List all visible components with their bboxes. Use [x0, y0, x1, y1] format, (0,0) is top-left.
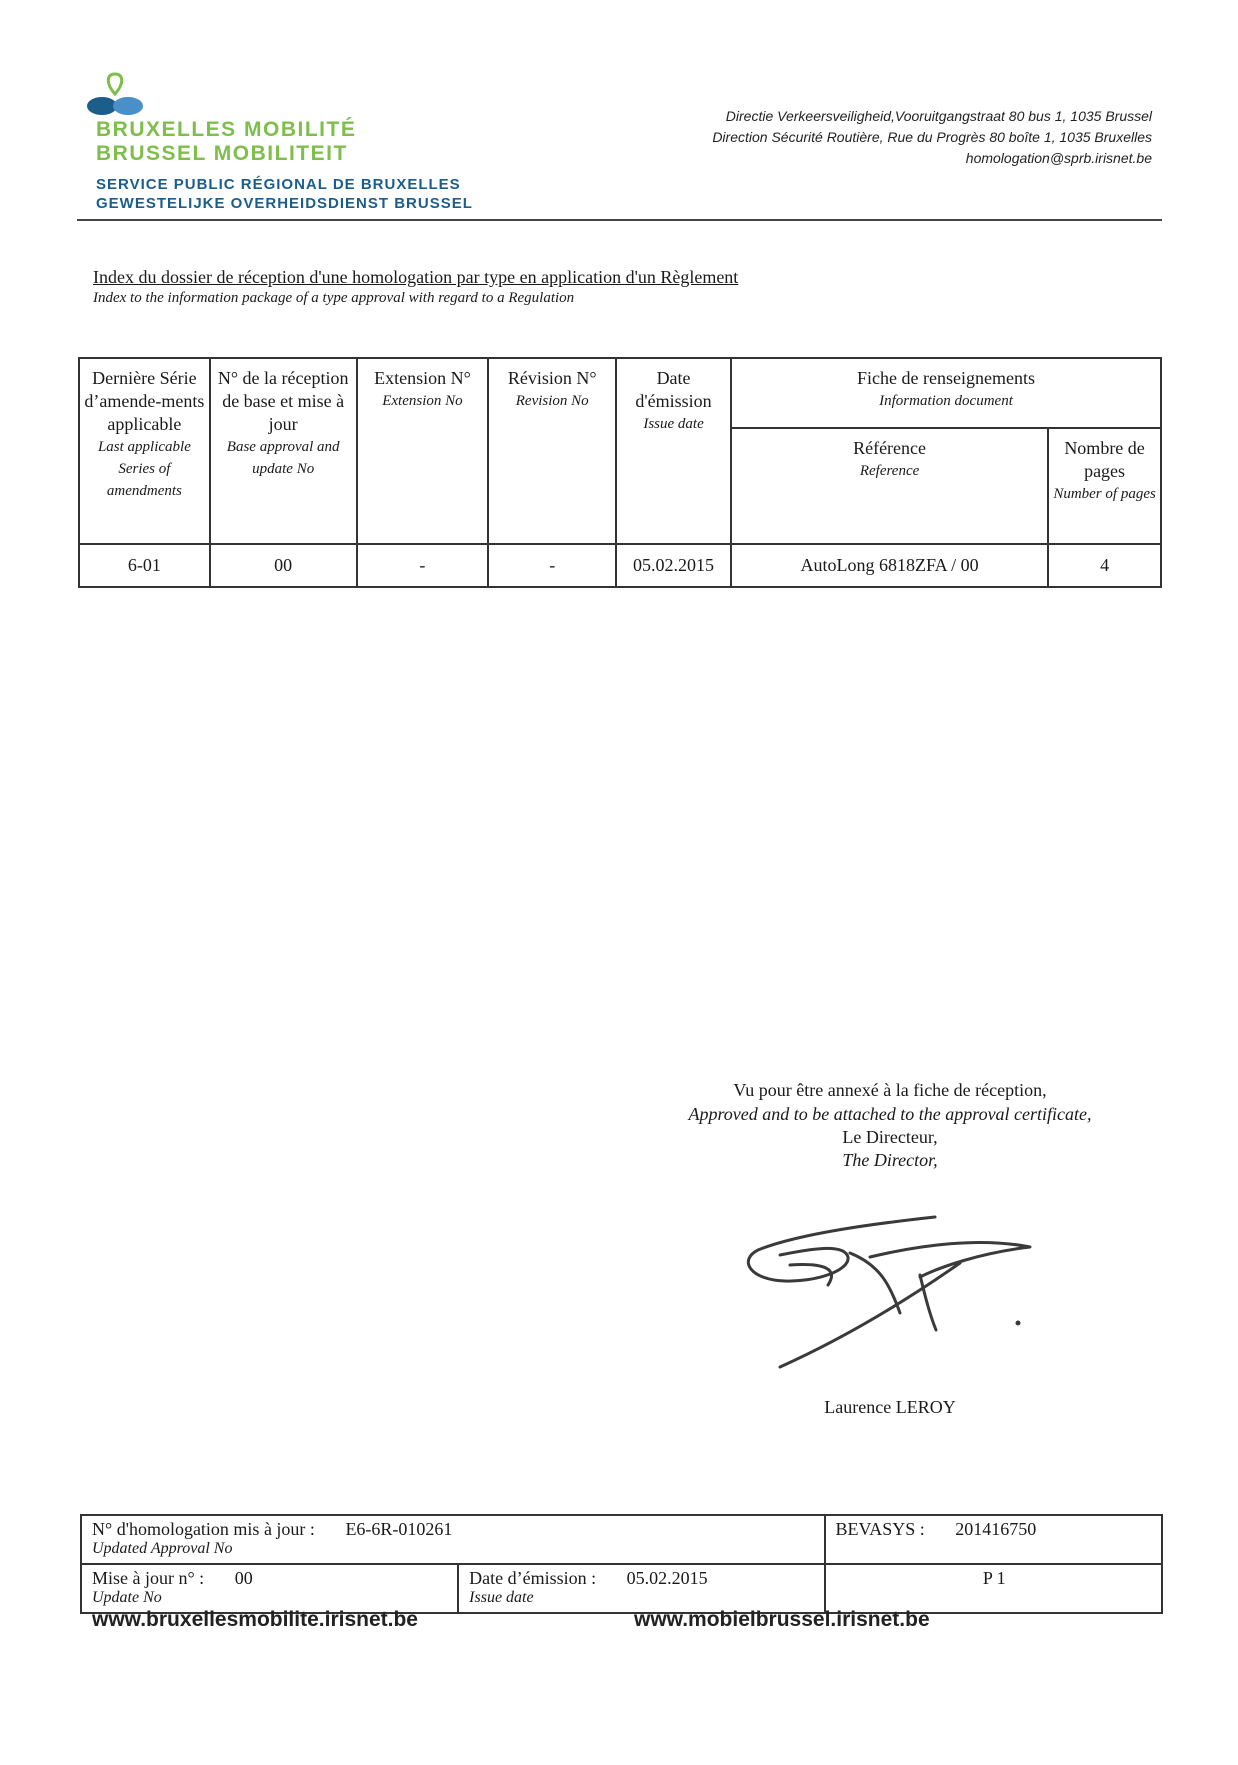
column-header-reference: Référence Reference	[731, 428, 1048, 544]
information-package-index-table	[78, 357, 1162, 588]
issue-date-value: 05.02.2015	[626, 1568, 708, 1588]
signer-name: Laurence LEROY	[824, 1397, 956, 1417]
header-divider	[77, 219, 1162, 221]
updated-approval-label-en: Updated Approval No	[92, 1540, 233, 1557]
cell-base-approval: 00	[210, 544, 357, 587]
update-number-value: 00	[234, 1568, 253, 1588]
updated-approval-label: N° d'homologation mis à jour :	[92, 1519, 315, 1539]
director-title-en: The Director,	[842, 1150, 938, 1170]
column-header-revision: Révision N° Revision No	[488, 358, 616, 544]
address-nl: Directie Verkeersveiligheid,Vooruitgangstraat 80 bus 1, 1035 Brussel	[725, 108, 1152, 124]
update-number-label-en: Update No	[92, 1589, 162, 1606]
brand-name-fr: BRUXELLES MOBILITÉ	[96, 118, 357, 141]
cell-number-of-pages: 4	[1048, 544, 1161, 587]
approval-statement-en: Approved and to be attached to the approval certificate,	[688, 1104, 1092, 1124]
service-name-fr: SERVICE PUBLIC RÉGIONAL DE BRUXELLES	[96, 176, 461, 193]
issue-date-label-en: Issue date	[469, 1589, 534, 1606]
document-title-en: Index to the information package of a type approval with regard to a Regulation	[93, 290, 575, 306]
bevasys-value: 201416750	[955, 1519, 1037, 1539]
director-signature	[740, 1205, 1040, 1370]
column-header-number-of-pages: Nombre de pages Number of pages	[1048, 428, 1161, 544]
column-header-amendments: Dernière Série d’amende-ments applicable Last applicable Series of amendments	[79, 358, 210, 544]
director-title-fr: Le Directeur,	[842, 1127, 938, 1147]
cell-amendments: 6-01	[79, 544, 210, 587]
update-number-label: Mise à jour n° :	[92, 1568, 205, 1588]
address-fr: Direction Sécurité Routière, Rue du Progrès 80 boîte 1, 1035 Bruxelles	[712, 129, 1152, 145]
bevasys-label: BEVASYS :	[835, 1519, 925, 1539]
column-header-issue-date: Date d'émission Issue date	[616, 358, 731, 544]
bruxelles-mobilite-logo	[84, 70, 146, 118]
document-title-fr: Index du dossier de réception d'une homologation par type en application d'un Règlement	[93, 267, 739, 287]
bevasys-cell	[825, 1515, 1162, 1564]
updated-approval-value: E6-6R-010261	[345, 1519, 453, 1539]
issue-date-cell	[458, 1564, 824, 1613]
column-header-base-approval: N° de la réception de base et mise à jour Base approval and update No	[210, 358, 357, 544]
cell-revision: -	[488, 544, 616, 587]
updated-approval-number-cell	[81, 1515, 825, 1564]
table-header-row	[79, 358, 1161, 428]
website-link-fr[interactable]: www.bruxellesmobilite.irisnet.be	[92, 1608, 418, 1631]
contact-email: homologation@sprb.irisnet.be	[965, 150, 1152, 166]
table-row	[79, 544, 1161, 587]
footer-row-approval	[81, 1515, 1162, 1564]
column-group-information-document: Fiche de renseignements Information document	[731, 358, 1161, 428]
website-link-nl[interactable]: www.mobielbrussel.irisnet.be	[634, 1608, 930, 1631]
cell-extension: -	[357, 544, 489, 587]
update-number-cell	[81, 1564, 458, 1613]
footer-row-update	[81, 1564, 1162, 1613]
cell-issue-date: 05.02.2015	[616, 544, 731, 587]
cell-reference: AutoLong 6818ZFA / 00	[731, 544, 1048, 587]
issue-date-label: Date d’émission :	[469, 1568, 597, 1588]
approval-statement-fr: Vu pour être annexé à la fiche de réception,	[733, 1080, 1047, 1100]
brand-name-nl: BRUSSEL MOBILITEIT	[96, 142, 348, 165]
column-header-extension: Extension N° Extension No	[357, 358, 489, 544]
page-number-cell: P 1	[825, 1564, 1162, 1613]
approval-footer-table	[80, 1514, 1163, 1614]
service-name-nl: GEWESTELIJKE OVERHEIDSDIENST BRUSSEL	[96, 195, 473, 212]
